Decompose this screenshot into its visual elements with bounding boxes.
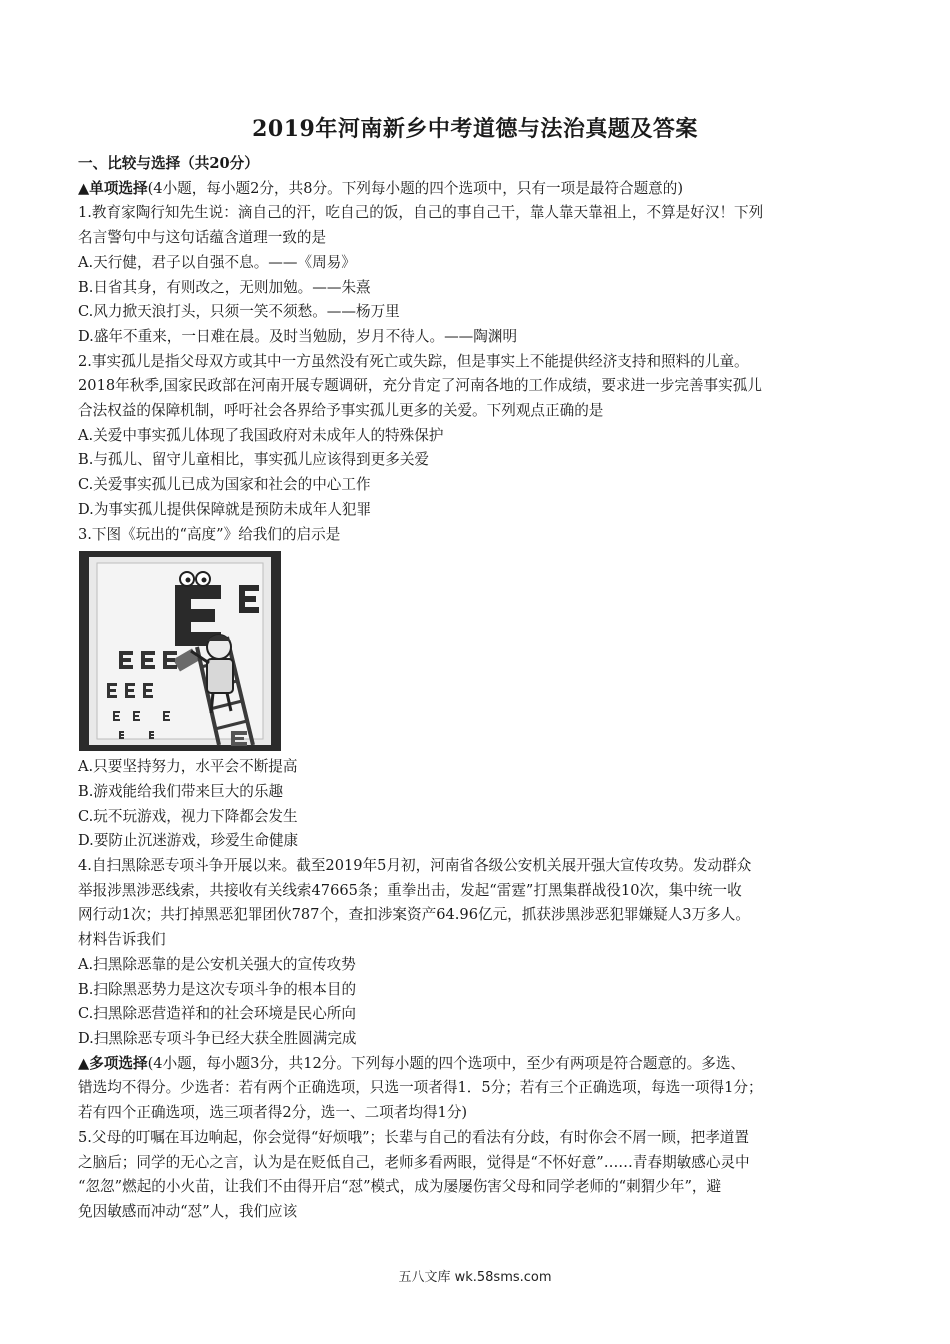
question-2-stem-line: 2018年秋季,国家民政部在河南开展专题调研，充分肯定了河南各地的工作成绩，要求进一步完善事实孤儿 <box>78 377 762 395</box>
question-1-option-b: B.日省其身，有则改之，无则加勉。——朱熹 <box>78 278 371 296</box>
footer-watermark: 五八文库 wk.58sms.com <box>398 1270 552 1285</box>
question-1-stem-line: 名言警句中与这句话蕴含道理一致的是 <box>78 229 327 247</box>
question-2-stem-line: 合法权益的保障机制，呼吁社会各界给予事实孤儿更多的关爱。下列观点正确的是 <box>78 402 604 420</box>
multi-choice-instruction-line: 错选均不得分。少选者：若有两个正确选项，只选一项者得1．5分；若有三个正确选项，每选一项得1分； <box>78 1079 763 1097</box>
question-4-stem-line: 材料告诉我们 <box>78 931 166 949</box>
question-1-stem-line: 1.教育家陶行知先生说：滴自己的汗，吃自己的饭，自己的事自己干，靠人靠天靠祖上，不算是好汉！下列 <box>78 204 764 222</box>
question-4-stem-line: 4.自扫黑除恶专项斗争开展以来。截至2019年5月初，河南省各级公安机关展开强大宣传攻势。发动群众 <box>78 857 752 875</box>
question-1-option-c: C.风力掀天浪打头，只须一笑不须愁。——杨万里 <box>78 303 400 321</box>
cartoon-eye-chart-figure <box>79 551 281 751</box>
question-1-option-a: A.天行健，君子以自强不息。——《周易》 <box>78 253 356 271</box>
question-2-option-c: C.关爱事实孤儿已成为国家和社会的中心工作 <box>78 476 371 494</box>
question-3-option-a: A.只要坚持努力，水平会不断提高 <box>78 758 298 776</box>
page-title: 2019年河南新乡中考道德与法治真题及答案 <box>252 116 698 142</box>
question-3-option-c: C.玩不玩游戏，视力下降都会发生 <box>78 807 298 825</box>
question-5-stem-line: 之脑后；同学的无心之言，认为是在贬低自己，老师多看两眼，觉得是“不怀好意”……青春期敏感心灵中 <box>78 1153 750 1171</box>
single-choice-heading: ▲单项选择 <box>78 179 148 197</box>
section-heading: 一、比较与选择（共20分） <box>78 155 259 172</box>
question-2-option-b: B.与孤儿、留守儿童相比，事实孤儿应该得到更多关爱 <box>78 451 430 469</box>
single-choice-instruction: ▲单项选择(4小题，每小题2分，共8分。下列每小题的四个选项中，只有一项是最符合题意的) <box>78 179 684 197</box>
question-5-stem-line: 5.父母的叮嘱在耳边响起，你会觉得“好烦哦”；长辈与自己的看法有分歧，有时你会不屑一顾，把孝道置 <box>78 1128 749 1146</box>
multi-choice-instruction-line: 若有四个正确选项，选三项者得2分，选一、二项者均得1分) <box>78 1104 468 1122</box>
question-3-stem: 3.下图《玩出的“高度”》给我们的启示是 <box>78 525 341 543</box>
question-2-option-d: D.为事实孤儿提供保障就是预防未成年人犯罪 <box>78 500 372 518</box>
question-4-option-a: A.扫黑除恶靠的是公安机关强大的宣传攻势 <box>78 955 356 973</box>
question-2-option-a: A.关爱中事实孤儿体现了我国政府对未成年人的特殊保护 <box>78 426 444 444</box>
question-4-option-c: C.扫黑除恶营造祥和的社会环境是民心所向 <box>78 1005 356 1023</box>
question-4-option-d: D.扫黑除恶专项斗争已经大获全胜圆满完成 <box>78 1029 357 1047</box>
question-3-option-d: D.要防止沉迷游戏，珍爱生命健康 <box>78 832 299 850</box>
question-4-stem-line: 举报涉黑涉恶线索，共接收有关线索47665条；重拳出击，发起“雷霆”打黑集群战役10次，集中统一收 <box>78 881 742 899</box>
question-1-option-d: D.盛年不重来，一日难在晨。及时当勉励，岁月不待人。——陶渊明 <box>78 327 518 345</box>
multi-choice-instruction: ▲多项选择(4小题，每小题3分，共12分。下列每小题的四个选项中，至少有两项是符合题意的。多选、 <box>78 1054 746 1072</box>
question-5-stem-line: 免因敏感而冲动“怼”人，我们应该 <box>78 1202 298 1220</box>
question-3-option-b: B.游戏能给我们带来巨大的乐趣 <box>78 782 284 800</box>
question-5-stem-line: “忽忽”燃起的小火苗，让我们不由得开启“怼”模式，成为屡屡伤害父母和同学老师的“刺猬少年”，避 <box>78 1178 722 1196</box>
question-2-stem-line: 2.事实孤儿是指父母双方或其中一方虽然没有死亡或失踪，但是事实上不能提供经济支持和照料的儿童。 <box>78 352 749 370</box>
multi-choice-heading: ▲多项选择 <box>78 1054 148 1072</box>
question-4-option-b: B.扫除黑恶势力是这次专项斗争的根本目的 <box>78 980 357 998</box>
cartoon-illustration <box>79 551 281 751</box>
exam-body <box>78 152 878 1225</box>
question-4-stem-line: 网行动1次；共打掉黑恶犯罪团伙787个，查扣涉案资产64.96亿元，抓获涉黑涉恶犯罪嫌疑人3万多人。 <box>78 906 750 924</box>
